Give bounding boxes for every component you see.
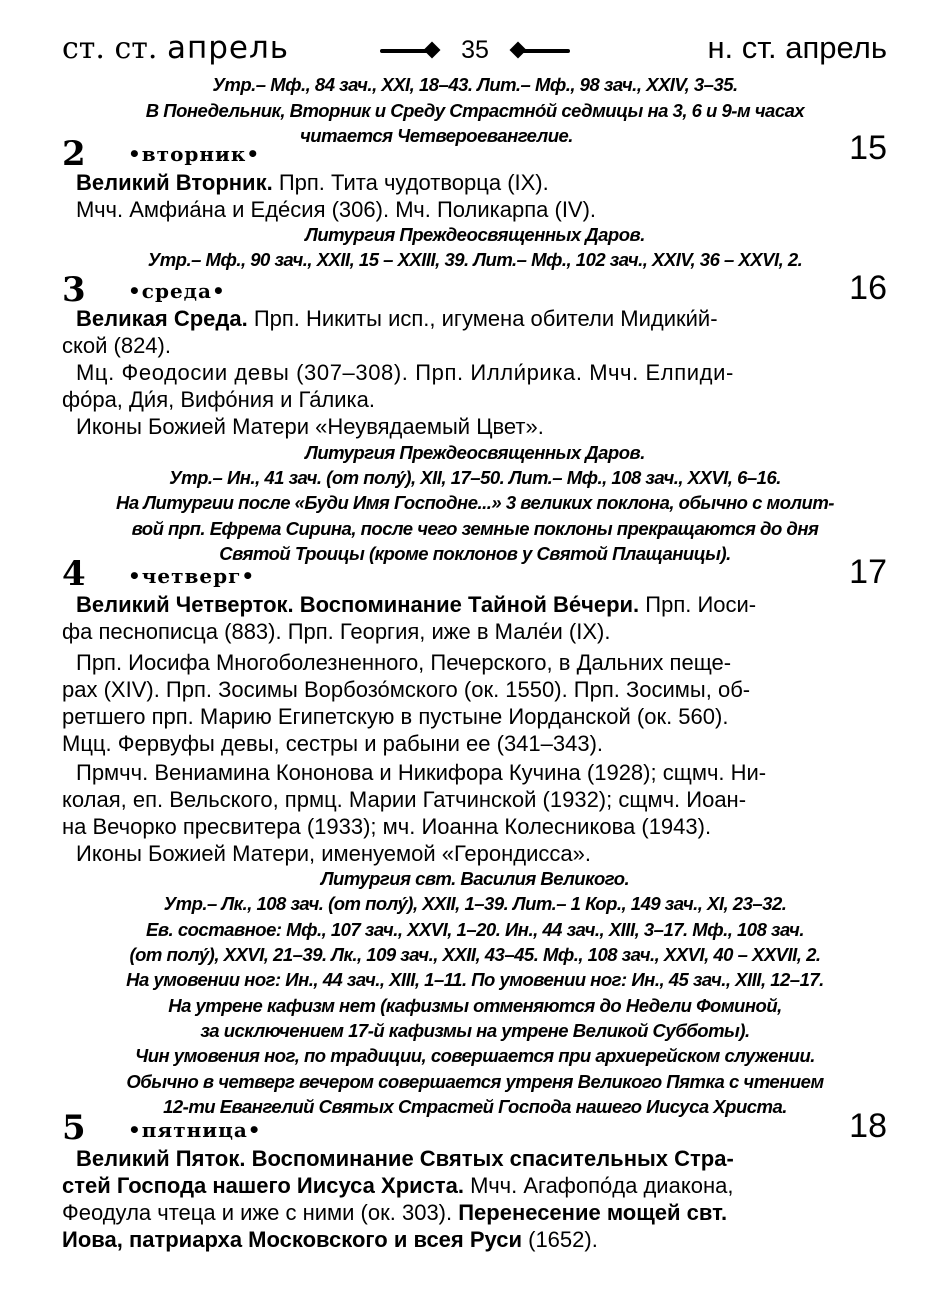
commemoration-text: Прп. Иоси- (639, 592, 757, 617)
old-style-day-number: 4 (62, 554, 86, 594)
note-line: Литургия Преждеосвященных Даров. (305, 224, 645, 245)
commemoration-line: Иконы Божией Матери «Неувядаемый Цвет». (76, 414, 544, 439)
note-line: Чин умовения ног, по традиции, совершается при архиерейском служении. (135, 1045, 815, 1066)
note-line: Ев. составное: Мф., 107 зач., XXVI, 1–20. Ин., 44 зач., XIII, 3–17. Мф., 108 зач. (146, 919, 804, 940)
commemoration-line (62, 1200, 888, 1227)
feast-title: Великий Четверток. Воспоминание Тайной Ве́чери. (76, 592, 640, 617)
commemoration-line: ской (824). (62, 333, 171, 358)
note-line: Литургия свт. Василия Великого. (320, 868, 630, 889)
old-style-month: апрель (166, 30, 290, 66)
old-style-month-header (62, 30, 289, 76)
note-line: Святой Троицы (кроме поклонов у Святой Плащаницы). (219, 543, 731, 564)
feast-title: Великий Пяток. Воспоминание Святых спасительных Стра- (76, 1146, 734, 1171)
note-line: читается Четвероевангелие. (300, 125, 573, 146)
note-line: Литургия Преждеосвященных Даров. (305, 442, 645, 463)
ornament-left-icon (380, 49, 436, 53)
note-line: Утр.– Лк., 108 зач. (от полу́), XXII, 1–39. Лит.– 1 Кор., 149 зач., XI, 23–32. (163, 893, 787, 914)
commemoration-text: Прп. Никиты исп., игумена обители Мидики́й- (247, 306, 718, 331)
note-line: Утр.– Мф., 90 зач., XXII, 15 – XXIII, 39. Лит.– Мф., 102 зач., XXIV, 36 – XXVI, 2. (147, 249, 803, 270)
new-style-day-number: 17 (849, 553, 887, 591)
old-style-day-number: 2 (62, 134, 86, 174)
note-line: за исключением 17-й кафизмы на утрене Великой Субботы). (200, 1020, 750, 1041)
commemoration-text: (1652). (522, 1227, 598, 1252)
commemoration-line: Мчч. Амфиа́на и Еде́сия (306). Мч. Поликарпа (IV). (76, 197, 597, 222)
commemoration-line: ретшего прп. Марию Египетскую в пустыне Иорданской (ок. 560). (62, 704, 729, 729)
note-line: В Понедельник, Вторник и Среду Страстно́й седмицы на 3, 6 и 9-м часах (145, 100, 805, 121)
weekday-label: •пятница• (128, 1118, 262, 1142)
weekday-label: •вторник• (128, 142, 261, 166)
commemoration-line (62, 1227, 888, 1254)
feast-title: Иова, патриарха Московского и всея Руси (62, 1227, 522, 1252)
weekday-label: •среда• (128, 279, 226, 303)
commemoration-line: Прп. Иосифа Многоболезненного, Печерского, в Дальних пеще- (76, 650, 732, 675)
old-style-day-number: 3 (62, 270, 86, 310)
new-style-day-number: 16 (849, 269, 887, 307)
new-style-month-header: н. ст. апрель (707, 30, 887, 65)
commemoration-text: Мчч. Агафопо́да диакона, (464, 1173, 734, 1198)
feast-title: Великая Среда. (76, 306, 248, 331)
commemoration-line (62, 170, 902, 197)
commemoration-line: Иконы Божией Матери, именуемой «Герондисса». (76, 841, 591, 866)
page-number: 35 (461, 36, 489, 64)
feast-title: Великий Вторник. (76, 170, 273, 195)
note-line: 12-ти Евангелий Святых Страстей Господа нашего Иисуса Христа. (163, 1096, 787, 1117)
note-line: Утр.– Ин., 41 зач. (от полу́), XII, 17–50. Лит.– Мф., 108 зач., XXVI, 6–16. (169, 467, 781, 488)
weekday-label: •четверг• (128, 564, 256, 588)
commemoration-line (62, 592, 902, 619)
commemoration-line (62, 1173, 888, 1200)
old-style-day-number: 5 (62, 1108, 86, 1148)
note-line: На утрене кафизм нет (кафизмы отменяются до Недели Фоминой, (168, 995, 782, 1016)
commemoration-line: фа песнописца (883). Прп. Георгия, иже в Мале́и (IX). (62, 619, 611, 644)
commemoration-line (62, 306, 902, 333)
commemoration-line: фо́ра, Ди́я, Вифо́ния и Га́лика. (62, 387, 376, 412)
ornament-right-icon (514, 49, 570, 53)
note-line: вой прп. Ефрема Сирина, после чего земные поклоны прекращаются до дня (131, 518, 819, 539)
commemoration-line: колая, еп. Вельского, прмц. Марии Гатчинской (1932); сщмч. Иоан- (62, 787, 747, 812)
commemoration-line: рах (XIV). Прп. Зосимы Ворбозо́мского (ок. 1550). Прп. Зосимы, об- (62, 677, 751, 702)
feast-title: стей Господа нашего Иисуса Христа. (62, 1173, 465, 1198)
commemoration-line: Прмчч. Вениамина Кононова и Никифора Кучина (1928); сщмч. Ни- (76, 760, 767, 785)
commemoration-text: Феодула чтеца и иже с ними (ок. 303). (62, 1200, 459, 1225)
note-line: Обычно в четверг вечером совершается утреня Великого Пятка с чтением (126, 1071, 824, 1092)
commemoration-text: Прп. Тита чудотворца (IX). (272, 170, 549, 195)
commemoration-line: Мцц. Фервуфы девы, сестры и рабыни ее (341–343). (62, 731, 604, 756)
note-line: (от полу́), XXVI, 21–39. Лк., 109 зач., XXII, 43–45. Мф., 108 зач., XXVI, 40 – XXVII, 2. (129, 944, 821, 965)
note-line: На Литургии после «Буди Имя Господне...» 3 великих поклона, обычно с молит- (116, 492, 834, 513)
note-line: На умовении ног: Ин., 44 зач., XIII, 1–11. По умовении ног: Ин., 45 зач., XIII, 12–17. (126, 969, 824, 990)
feast-title: Перенесение мощей свт. (458, 1200, 728, 1225)
old-style-label: ст. ст. (62, 31, 158, 66)
new-style-day-number: 18 (849, 1107, 887, 1145)
commemoration-line (62, 1146, 902, 1173)
note-line: Утр.– Мф., 84 зач., XXI, 18–43. Лит.– Мф., 98 зач., XXIV, 3–35. (212, 74, 738, 95)
commemoration-line: на Вечорко пресвитера (1933); мч. Иоанна Колесникова (1943). (62, 814, 712, 839)
new-style-day-number: 15 (849, 129, 887, 167)
commemoration-line: Мц. Феодосии девы (307–308). Прп. Илли́рика. Мчч. Елпиди- (76, 360, 734, 385)
